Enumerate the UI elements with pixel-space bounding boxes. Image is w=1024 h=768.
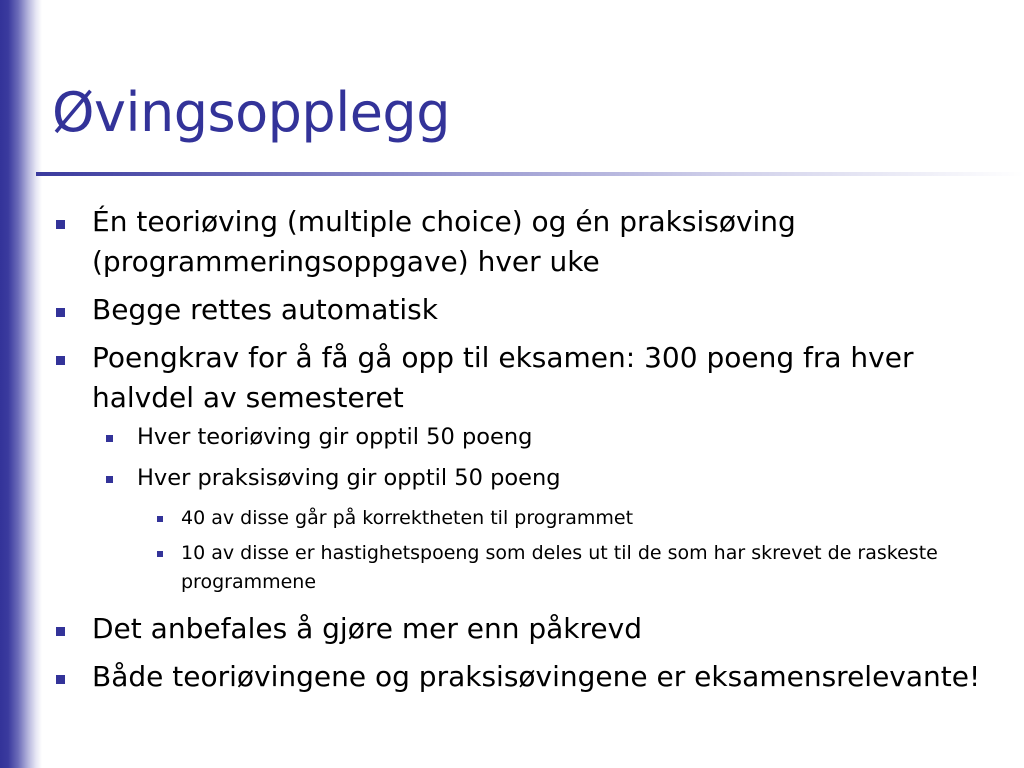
square-bullet-icon [56,220,65,229]
square-bullet-icon [56,627,65,636]
square-bullet-icon [56,308,65,317]
square-bullet-icon [56,675,65,684]
sub-sub-bullet-item [56,504,986,533]
bullet-text: Poengkrav for å få gå opp til eksamen: 300 poeng fra hver halvdel av semesteret [92,341,914,414]
bullet-text: 40 av disse går på korrektheten til programmet [181,507,634,529]
square-bullet-icon [157,551,163,557]
bullet-text: Det anbefales å gjøre mer enn påkrevd [92,612,642,645]
square-bullet-icon [157,516,163,522]
slide-side-bar [0,0,42,768]
square-bullet-icon [106,435,113,442]
bullet-text: Hver praksisøving gir opptil 50 poeng [137,465,561,491]
sub-sub-bullet-item [56,539,986,597]
bullet-text: 10 av disse er hastighetspoeng som deles ut til de som har skrevet de raskeste programmene [181,542,938,593]
square-bullet-icon [106,476,113,483]
title-divider [36,172,1024,176]
sub-bullet-item [56,422,986,453]
bullet-item [56,290,986,330]
bullet-text: Både teoriøvingene og praksisøvingene er eksamensrelevante! [92,660,981,693]
bullet-list [56,202,986,705]
bullet-item [56,609,986,649]
bullet-text: Begge rettes automatisk [92,293,438,326]
bullet-item [56,338,986,418]
sub-bullet-item [56,463,986,494]
bullet-item [56,657,986,697]
bullet-item [56,202,986,282]
square-bullet-icon [56,356,65,365]
bullet-text: Hver teoriøving gir opptil 50 poeng [137,424,533,450]
slide-title: Øvingsopplegg [52,81,450,144]
bullet-text: Én teoriøving (multiple choice) og én praksisøving (programmeringsoppgave) hver uke [92,205,796,278]
